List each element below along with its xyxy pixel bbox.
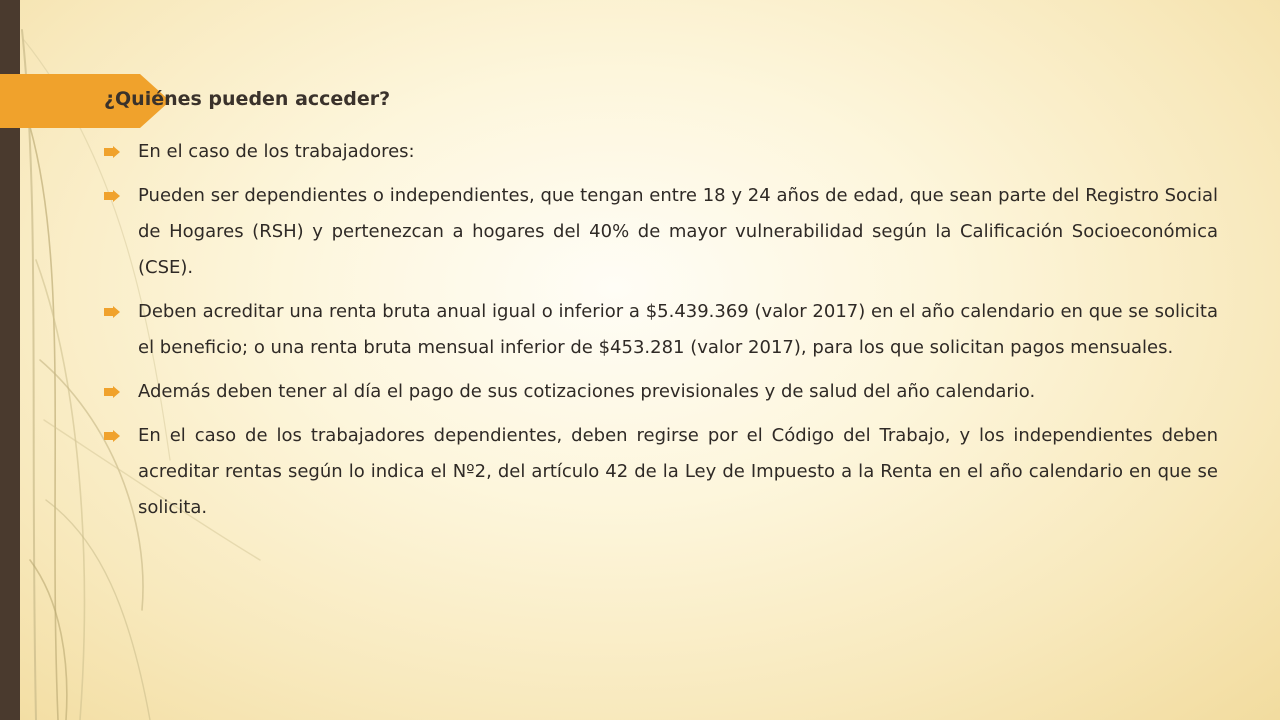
arrow-bullet-icon — [104, 306, 120, 318]
bullet-list — [104, 134, 1218, 534]
bullet-text: En el caso de los trabajadores: — [138, 141, 415, 162]
bullet-item — [104, 418, 1218, 526]
bullet-item — [104, 134, 1218, 170]
bullet-text: Además deben tener al día el pago de sus cotizaciones previsionales y de salud del año calendario. — [138, 381, 1036, 402]
arrow-bullet-icon — [104, 430, 120, 442]
bullet-item — [104, 374, 1218, 410]
arrow-bullet-icon — [104, 146, 120, 158]
bullet-text: En el caso de los trabajadores dependientes, deben regirse por el Código del Trabajo, y los independientes deben acreditar rentas según lo indica el Nº2, del artículo 42 de la Ley de Impuesto a la Renta en el año calendario en que se solicita. — [138, 425, 1218, 518]
bullet-text: Deben acreditar una renta bruta anual igual o inferior a $5.439.369 (valor 2017) en el año calendario en que se solicita el beneficio; o una renta bruta mensual inferior de $453.281 (valor 2017), para los que solicitan pagos mensuales. — [138, 301, 1218, 358]
arrow-bullet-icon — [104, 190, 120, 202]
bullet-text: Pueden ser dependientes o independientes, que tengan entre 18 y 24 años de edad, que sean parte del Registro Social de Hogares (RSH) y pertenezcan a hogares del 40% de mayor vulnerabilidad según la Calificación Socioeconómica (CSE). — [138, 185, 1218, 278]
bullet-item — [104, 294, 1218, 366]
slide-title: ¿Quiénes pueden acceder? — [104, 88, 391, 110]
bullet-item — [104, 178, 1218, 286]
arrow-bullet-icon — [104, 386, 120, 398]
